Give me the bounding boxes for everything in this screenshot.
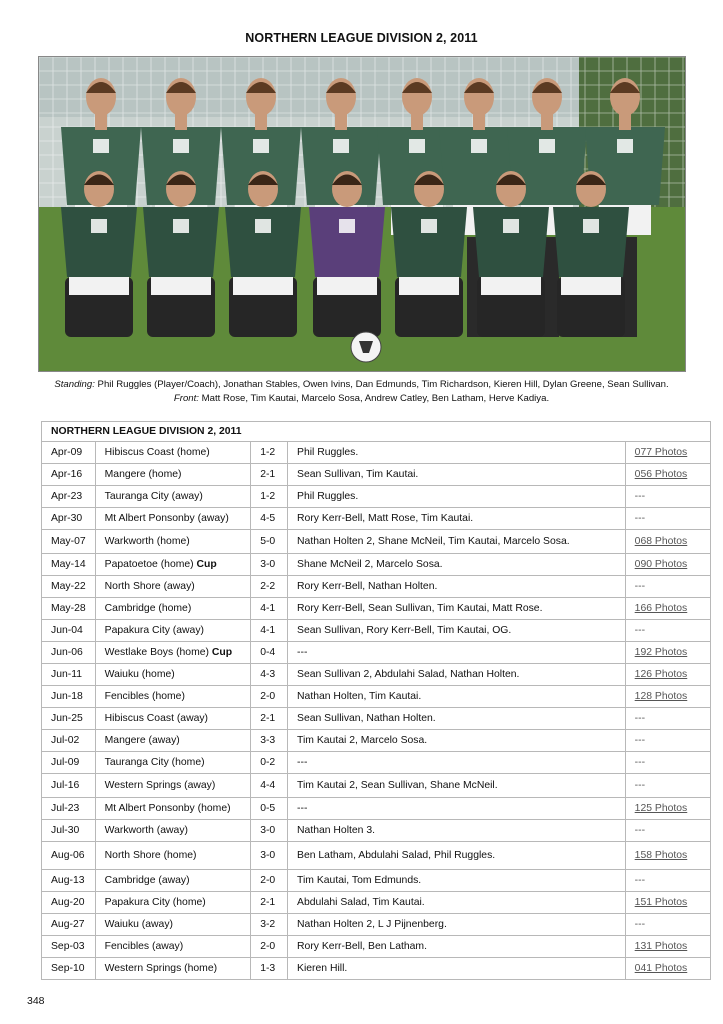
match-opponent [95,642,251,664]
match-date: Jul-09 [42,752,96,774]
opponent-name: North Shore (away) [104,581,195,592]
club-crest [583,219,599,233]
match-score: 1-2 [251,486,288,508]
match-opponent [95,620,251,642]
photos-cell [625,892,710,914]
opponent-name: Mangere (home) [104,469,182,480]
match-opponent [95,442,251,464]
match-opponent [95,686,251,708]
match-scorers: Tim Kautai 2, Sean Sullivan, Shane McNeil. [288,774,626,798]
match-date: Sep-03 [42,936,96,958]
club-crest [617,139,633,153]
photos-cell [625,752,710,774]
photos-cell [625,442,710,464]
match-score: 0-4 [251,642,288,664]
photos-cell [625,642,710,664]
match-opponent [95,576,251,598]
photos-cell [625,774,710,798]
opponent-name: Cambridge (home) [104,603,192,614]
match-score: 3-2 [251,914,288,936]
match-score: 4-4 [251,774,288,798]
table-row [42,464,711,486]
club-crest [91,219,107,233]
match-score: 3-0 [251,554,288,576]
match-scorers: Rory Kerr-Bell, Ben Latham. [288,936,626,958]
match-opponent [95,730,251,752]
player-jersey [61,207,137,277]
match-opponent [95,842,251,870]
opponent-name: Papatoetoe (home) [104,559,194,570]
photos-cell [625,730,710,752]
match-score: 4-5 [251,508,288,530]
opponent-name: Mt Albert Ponsonby (away) [104,513,229,524]
match-score: 1-2 [251,442,288,464]
match-scorers: Ben Latham, Abdulahi Salad, Phil Ruggles. [288,842,626,870]
player-jersey [553,207,629,277]
photos-link[interactable]: 131 Photos [634,941,688,952]
photos-none: --- [634,735,646,746]
match-opponent [95,598,251,620]
match-opponent [95,664,251,686]
match-score: 0-5 [251,798,288,820]
match-date: Aug-20 [42,892,96,914]
match-scorers: Rory Kerr-Bell, Matt Rose, Tim Kautai. [288,508,626,530]
cup-badge: Cup [211,647,233,658]
photo-caption [20,378,703,405]
photos-cell [625,554,710,576]
photos-link[interactable]: 166 Photos [634,603,688,614]
match-opponent [95,508,251,530]
match-scorers: Nathan Holten, Tim Kautai. [288,686,626,708]
match-scorers: Sean Sullivan, Rory Kerr-Bell, Tim Kautai, OG. [288,620,626,642]
table-row [42,598,711,620]
photos-cell [625,914,710,936]
page-number: 348 [27,995,45,1007]
caption-standing-label: Standing: [54,379,95,390]
match-scorers: Rory Kerr-Bell, Sean Sullivan, Tim Kautai, Matt Rose. [288,598,626,620]
table-row [42,554,711,576]
player-jersey [225,207,301,277]
match-opponent [95,936,251,958]
club-crest [333,139,349,153]
photos-cell [625,464,710,486]
table-row [42,530,711,554]
table-row [42,486,711,508]
match-scorers: Nathan Holten 2, L J Pijnenberg. [288,914,626,936]
match-scorers: --- [288,752,626,774]
match-opponent [95,958,251,980]
photos-cell [625,870,710,892]
match-scorers: Nathan Holten 2, Shane McNeil, Tim Kautai, Marcelo Sosa. [288,530,626,554]
table-row [42,442,711,464]
match-date: May-28 [42,598,96,620]
photos-link[interactable]: 068 Photos [634,536,688,547]
photos-cell [625,620,710,642]
photos-cell [625,958,710,980]
table-row [42,620,711,642]
opponent-name: Fencibles (away) [104,941,184,952]
match-date: Aug-13 [42,870,96,892]
photos-cell [625,486,710,508]
table-heading-row [42,422,711,442]
table-row [42,752,711,774]
match-date: Jul-23 [42,798,96,820]
table-row [42,708,711,730]
caption-front-label: Front: [173,392,199,404]
match-date: Apr-30 [42,508,96,530]
club-crest [255,219,271,233]
club-crest [339,219,355,233]
match-scorers: Nathan Holten 3. [288,820,626,842]
player-jersey [473,207,549,277]
photos-none: --- [634,825,646,836]
club-crest [93,139,109,153]
match-scorers: Sean Sullivan 2, Abdulahi Salad, Nathan Holten. [288,664,626,686]
photos-link[interactable]: 151 Photos [634,897,688,908]
match-date: Jul-02 [42,730,96,752]
photos-link[interactable]: 158 Photos [634,850,688,861]
match-date: May-14 [42,554,96,576]
club-crest [471,139,487,153]
match-score: 2-2 [251,576,288,598]
table-row [42,914,711,936]
opponent-name: Cambridge (away) [104,875,190,886]
match-score: 2-0 [251,870,288,892]
table-row [42,576,711,598]
table-row [42,730,711,752]
match-date: Jun-11 [42,664,96,686]
photos-cell [625,664,710,686]
photos-link[interactable]: 125 Photos [634,803,688,814]
photos-cell [625,598,710,620]
match-score: 0-2 [251,752,288,774]
caption-standing-line [20,378,703,392]
club-crest [421,219,437,233]
match-date: Jun-04 [42,620,96,642]
photos-cell [625,508,710,530]
player-jersey [309,207,385,277]
photos-cell [625,820,710,842]
match-score: 1-3 [251,958,288,980]
match-scorers: Tim Kautai, Tom Edmunds. [288,870,626,892]
table-row [42,642,711,664]
match-date: Sep-10 [42,958,96,980]
match-score: 2-1 [251,892,288,914]
match-score: 2-0 [251,936,288,958]
opponent-name: Western Springs (away) [104,780,216,791]
club-crest [409,139,425,153]
photos-link[interactable]: 192 Photos [634,647,688,658]
opponent-name: Mangere (away) [104,735,180,746]
match-scorers: Sean Sullivan, Tim Kautai. [288,464,626,486]
photos-cell [625,530,710,554]
opponent-name: Westlake Boys (home) [104,647,209,658]
opponent-name: North Shore (home) [104,850,197,861]
club-crest [539,139,555,153]
photos-cell [625,936,710,958]
opponent-name: Mt Albert Ponsonby (home) [104,803,231,814]
caption-front-line [20,392,703,406]
match-score: 2-1 [251,708,288,730]
caption-standing-names: Phil Ruggles (Player/Coach), Jonathan Stables, Owen Ivins, Dan Edmunds, Tim Richardson, Kieren Hill, Dylan Greene, Sean Sullivan. [94,379,669,390]
table-row [42,936,711,958]
opponent-name: Papakura City (away) [104,625,204,636]
player-jersey [391,207,467,277]
match-opponent [95,708,251,730]
caption-front-names: Matt Rose, Tim Kautai, Marcelo Sosa, Andrew Catley, Ben Latham, Herve Kadiya. [198,392,550,404]
match-score: 4-3 [251,664,288,686]
team-photo [38,56,686,372]
opponent-name: Papakura City (home) [104,897,206,908]
club-crest [503,219,519,233]
table-row [42,774,711,798]
match-score: 3-3 [251,730,288,752]
match-scorers: --- [288,642,626,664]
match-date: Jun-06 [42,642,96,664]
opponent-name: Warkworth (away) [104,825,188,836]
match-score: 5-0 [251,530,288,554]
table-row [42,664,711,686]
photos-none: --- [634,491,646,502]
match-opponent [95,774,251,798]
table-row [42,508,711,530]
table-row [42,686,711,708]
match-opponent [95,870,251,892]
match-score: 2-0 [251,686,288,708]
opponent-name: Western Springs (home) [104,963,218,974]
match-scorers: Phil Ruggles. [288,486,626,508]
opponent-name: Tauranga City (away) [104,491,203,502]
photos-none: --- [634,875,646,886]
match-score: 3-0 [251,842,288,870]
club-crest [253,139,269,153]
table-heading: NORTHERN LEAGUE DIVISION 2, 2011 [42,422,711,442]
opponent-name: Waiuku (away) [104,919,173,930]
photos-cell [625,798,710,820]
photos-link[interactable]: 056 Photos [634,469,688,480]
match-date: Jun-25 [42,708,96,730]
photos-link[interactable]: 077 Photos [634,447,688,458]
table-row [42,798,711,820]
match-scorers: Kieren Hill. [288,958,626,980]
match-score: 2-1 [251,464,288,486]
match-opponent [95,798,251,820]
match-date: Apr-09 [42,442,96,464]
match-score: 4-1 [251,598,288,620]
opponent-name: Tauranga City (home) [104,757,205,768]
photos-cell [625,708,710,730]
table-row [42,870,711,892]
match-scorers: --- [288,798,626,820]
photos-none: --- [634,513,646,524]
match-date: May-22 [42,576,96,598]
match-date: Jul-16 [42,774,96,798]
photos-cell [625,842,710,870]
match-opponent [95,554,251,576]
match-scorers: Phil Ruggles. [288,442,626,464]
match-scorers: Rory Kerr-Bell, Nathan Holten. [288,576,626,598]
table-row [42,958,711,980]
match-date: Jun-18 [42,686,96,708]
opponent-name: Warkworth (home) [104,536,190,547]
photos-link[interactable]: 090 Photos [634,559,688,570]
opponent-name: Waiuku (home) [104,669,175,680]
photos-none: --- [634,713,646,724]
photos-link[interactable]: 126 Photos [634,669,688,680]
opponent-name: Fencibles (home) [104,691,185,702]
match-opponent [95,820,251,842]
photos-none: --- [634,625,646,636]
photos-none: --- [634,757,646,768]
match-opponent [95,892,251,914]
match-date: Aug-06 [42,842,96,870]
player-jersey [143,207,219,277]
photos-link[interactable]: 128 Photos [634,691,688,702]
results-table [41,421,711,980]
match-score: 4-1 [251,620,288,642]
match-opponent [95,530,251,554]
table-row [42,820,711,842]
photos-cell [625,576,710,598]
photos-none: --- [634,780,646,791]
table-row [42,892,711,914]
photos-cell [625,686,710,708]
match-date: May-07 [42,530,96,554]
table-row [42,842,711,870]
match-opponent [95,752,251,774]
club-crest [173,139,189,153]
match-scorers: Tim Kautai 2, Marcelo Sosa. [288,730,626,752]
match-scorers: Abdulahi Salad, Tim Kautai. [288,892,626,914]
opponent-name: Hibiscus Coast (home) [104,447,210,458]
match-scorers: Shane McNeil 2, Marcelo Sosa. [288,554,626,576]
photos-none: --- [634,581,646,592]
club-crest [173,219,189,233]
opponent-name: Hibiscus Coast (away) [104,713,209,724]
match-opponent [95,914,251,936]
cup-badge: Cup [196,559,217,570]
match-scorers: Sean Sullivan, Nathan Holten. [288,708,626,730]
match-date: Apr-16 [42,464,96,486]
match-date: Aug-27 [42,914,96,936]
match-date: Jul-30 [42,820,96,842]
match-opponent [95,486,251,508]
match-date: Apr-23 [42,486,96,508]
photos-none: --- [634,919,646,930]
page-title: NORTHERN LEAGUE DIVISION 2, 2011 [245,31,478,45]
photos-link[interactable]: 041 Photos [634,963,688,974]
match-opponent [95,464,251,486]
match-score: 3-0 [251,820,288,842]
